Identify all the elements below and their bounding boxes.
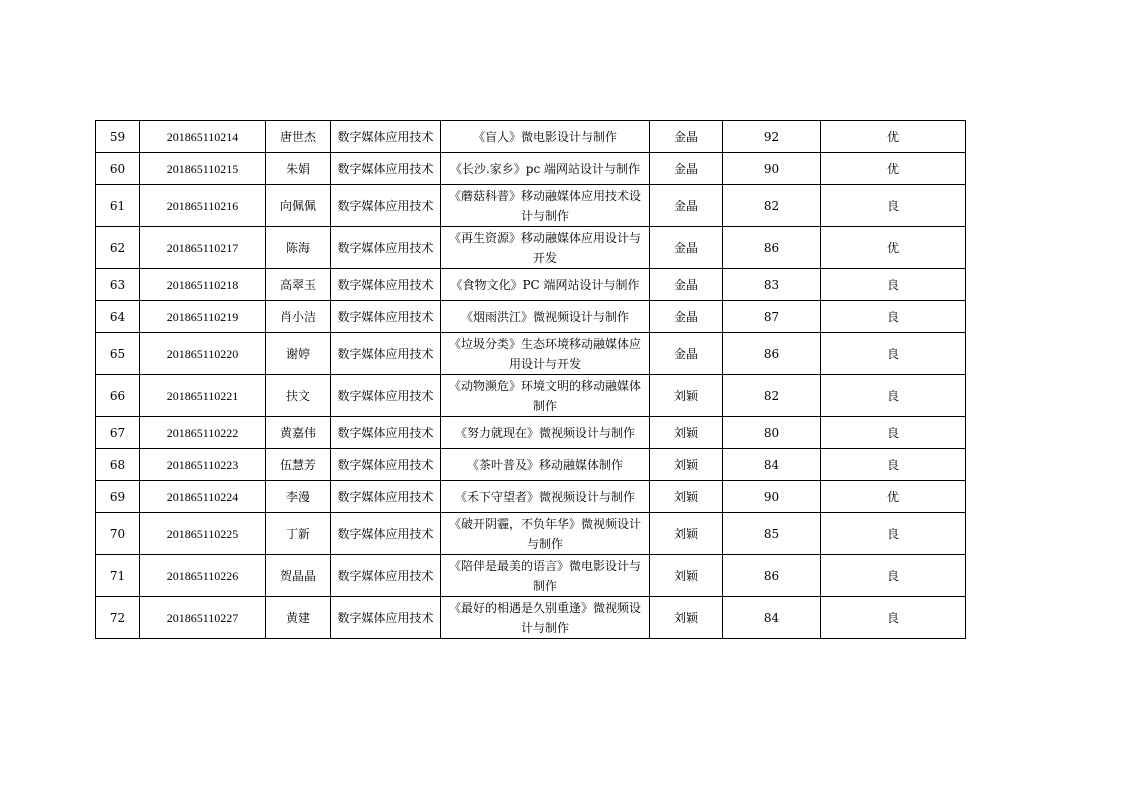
project-title: 《盲人》微电影设计与制作	[441, 121, 650, 153]
table-row	[96, 227, 966, 269]
row-number: 64	[96, 301, 140, 333]
project-title: 《最好的相遇是久别重逢》微视频设计与制作	[441, 597, 650, 639]
student-id: 201865110220	[140, 333, 266, 375]
student-name: 伍慧芳	[266, 449, 331, 481]
advisor: 刘颖	[650, 597, 723, 639]
project-title: 《茶叶普及》移动融媒体制作	[441, 449, 650, 481]
advisor: 金晶	[650, 121, 723, 153]
advisor: 金晶	[650, 333, 723, 375]
student-name: 黄嘉伟	[266, 417, 331, 449]
row-number: 62	[96, 227, 140, 269]
student-name: 李漫	[266, 481, 331, 513]
student-name: 肖小洁	[266, 301, 331, 333]
grade: 优	[821, 481, 966, 513]
project-title: 《陪伴是最美的语言》微电影设计与制作	[441, 555, 650, 597]
student-id: 201865110217	[140, 227, 266, 269]
project-title: 《烟雨洪江》微视频设计与制作	[441, 301, 650, 333]
student-id: 201865110222	[140, 417, 266, 449]
score: 83	[723, 269, 821, 301]
grade: 良	[821, 449, 966, 481]
row-number: 67	[96, 417, 140, 449]
grade: 优	[821, 227, 966, 269]
row-number: 70	[96, 513, 140, 555]
table-row	[96, 481, 966, 513]
project-title: 《动物濒危》环境文明的移动融媒体制作	[441, 375, 650, 417]
row-number: 63	[96, 269, 140, 301]
advisor: 金晶	[650, 301, 723, 333]
row-number: 61	[96, 185, 140, 227]
major: 数字媒体应用技术	[331, 333, 441, 375]
advisor: 刘颖	[650, 481, 723, 513]
table-row	[96, 333, 966, 375]
student-name: 唐世杰	[266, 121, 331, 153]
student-id: 201865110224	[140, 481, 266, 513]
score: 87	[723, 301, 821, 333]
grade: 良	[821, 417, 966, 449]
advisor: 刘颖	[650, 513, 723, 555]
student-id: 201865110215	[140, 153, 266, 185]
advisor: 刘颖	[650, 449, 723, 481]
table-row	[96, 301, 966, 333]
row-number: 71	[96, 555, 140, 597]
table-row	[96, 121, 966, 153]
major: 数字媒体应用技术	[331, 597, 441, 639]
major: 数字媒体应用技术	[331, 269, 441, 301]
project-title: 《禾下守望者》微视频设计与制作	[441, 481, 650, 513]
major: 数字媒体应用技术	[331, 301, 441, 333]
student-id: 201865110214	[140, 121, 266, 153]
project-title: 《破开阴霾，不负年华》微视频设计与制作	[441, 513, 650, 555]
grade: 良	[821, 513, 966, 555]
student-name: 陈海	[266, 227, 331, 269]
table-row	[96, 153, 966, 185]
grade-table	[95, 120, 966, 639]
table-row	[96, 269, 966, 301]
major: 数字媒体应用技术	[331, 227, 441, 269]
grade: 优	[821, 153, 966, 185]
score: 82	[723, 185, 821, 227]
advisor: 金晶	[650, 153, 723, 185]
score: 82	[723, 375, 821, 417]
student-id: 201865110218	[140, 269, 266, 301]
score: 86	[723, 555, 821, 597]
student-name: 扶文	[266, 375, 331, 417]
project-title: 《食物文化》PC 端网站设计与制作	[441, 269, 650, 301]
major: 数字媒体应用技术	[331, 513, 441, 555]
major: 数字媒体应用技术	[331, 375, 441, 417]
major: 数字媒体应用技术	[331, 449, 441, 481]
major: 数字媒体应用技术	[331, 153, 441, 185]
row-number: 66	[96, 375, 140, 417]
score: 92	[723, 121, 821, 153]
grade: 良	[821, 333, 966, 375]
grade: 良	[821, 375, 966, 417]
grade: 优	[821, 121, 966, 153]
grade: 良	[821, 555, 966, 597]
student-name: 丁新	[266, 513, 331, 555]
student-name: 黄建	[266, 597, 331, 639]
project-title: 《再生资源》移动融媒体应用设计与开发	[441, 227, 650, 269]
student-id: 201865110221	[140, 375, 266, 417]
student-id: 201865110216	[140, 185, 266, 227]
student-id: 201865110226	[140, 555, 266, 597]
table-row	[96, 449, 966, 481]
major: 数字媒体应用技术	[331, 121, 441, 153]
student-id: 201865110219	[140, 301, 266, 333]
advisor: 金晶	[650, 269, 723, 301]
project-title: 《长沙.家乡》pc 端网站设计与制作	[441, 153, 650, 185]
score: 90	[723, 481, 821, 513]
advisor: 刘颖	[650, 417, 723, 449]
score: 84	[723, 597, 821, 639]
major: 数字媒体应用技术	[331, 417, 441, 449]
score: 84	[723, 449, 821, 481]
student-name: 谢婷	[266, 333, 331, 375]
table-row	[96, 375, 966, 417]
score: 86	[723, 333, 821, 375]
table-row	[96, 597, 966, 639]
project-title: 《蘑菇科普》移动融媒体应用技术设计与制作	[441, 185, 650, 227]
student-name: 朱娟	[266, 153, 331, 185]
grade: 良	[821, 185, 966, 227]
student-id: 201865110227	[140, 597, 266, 639]
grade: 良	[821, 597, 966, 639]
table-row	[96, 185, 966, 227]
table-row	[96, 555, 966, 597]
advisor: 刘颖	[650, 555, 723, 597]
row-number: 65	[96, 333, 140, 375]
score: 86	[723, 227, 821, 269]
major: 数字媒体应用技术	[331, 555, 441, 597]
student-name: 向佩佩	[266, 185, 331, 227]
advisor: 金晶	[650, 227, 723, 269]
table-row	[96, 417, 966, 449]
row-number: 59	[96, 121, 140, 153]
student-id: 201865110223	[140, 449, 266, 481]
row-number: 60	[96, 153, 140, 185]
advisor: 刘颖	[650, 375, 723, 417]
project-title: 《努力就现在》微视频设计与制作	[441, 417, 650, 449]
row-number: 69	[96, 481, 140, 513]
major: 数字媒体应用技术	[331, 481, 441, 513]
advisor: 金晶	[650, 185, 723, 227]
grade: 良	[821, 269, 966, 301]
major: 数字媒体应用技术	[331, 185, 441, 227]
score: 85	[723, 513, 821, 555]
student-id: 201865110225	[140, 513, 266, 555]
score: 90	[723, 153, 821, 185]
table-row	[96, 513, 966, 555]
student-name: 贺晶晶	[266, 555, 331, 597]
row-number: 72	[96, 597, 140, 639]
student-name: 高翠玉	[266, 269, 331, 301]
project-title: 《垃圾分类》生态环境移动融媒体应用设计与开发	[441, 333, 650, 375]
grade: 良	[821, 301, 966, 333]
score: 80	[723, 417, 821, 449]
row-number: 68	[96, 449, 140, 481]
